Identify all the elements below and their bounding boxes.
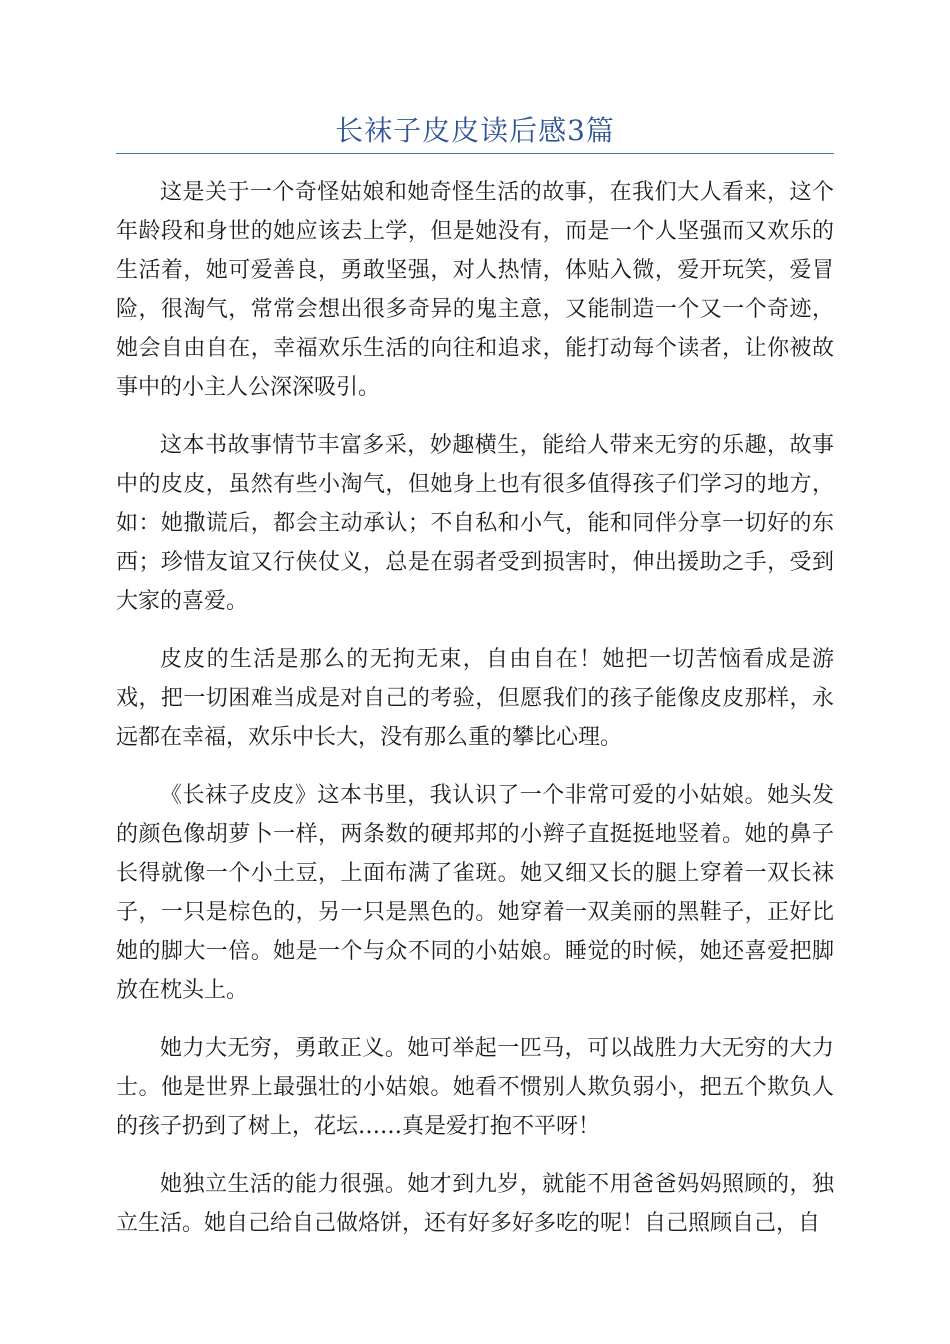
paragraph-2: 这本书故事情节丰富多采，妙趣横生，能给人带来无穷的乐趣，故事中的皮皮，虽然有些小淘气，但她身上也有很多值得孩子们学习的地方，如：她撒谎后，都会主动承认；不自私和小气，能和同伴分享一切好的东西；珍惜友谊又行侠仗义，总是在弱者受到损害时，伸出援助之手，受到大家的喜爱。 [116, 433, 834, 614]
title-underline [116, 153, 834, 154]
paragraph-4: 《长袜子皮皮》这本书里，我认识了一个非常可爱的小姑娘。她头发的颜色像胡萝卜一样，两条数的硬邦邦的小辫子直挺挺地竖着。她的鼻子长得就像一个小土豆，上面布满了雀斑。她又细又长的腿上穿着一双长袜子，一只是棕色的，另一只是黑色的。她穿着一双美丽的黑鞋子，正好比她的脚大一倍。她是一个与众不同的小姑娘。睡觉的时候，她还喜爱把脚放在枕头上。 [116, 783, 834, 1003]
paragraph-3: 皮皮的生活是那么的无拘无束，自由自在！她把一切苦恼看成是游戏，把一切困难当成是对自己的考验，但愿我们的孩子能像皮皮那样，永远都在幸福，欢乐中长大，没有那么重的攀比心理。 [116, 647, 834, 750]
paragraph-5: 她力大无穷，勇敢正义。她可举起一匹马，可以战胜力大无穷的大力士。他是世界上最强壮的小姑娘。她看不惯别人欺负弱小，把五个欺负人的孩子扔到了树上，花坛……真是爱打抱不平呀！ [116, 1036, 834, 1139]
document-title: 长袜子皮皮读后感3篇 [335, 114, 615, 147]
paragraph-6: 她独立生活的能力很强。她才到九岁，就能不用爸爸妈妈照顾的，独立生活。她自己给自己做烙饼，还有好多好多吃的呢！自己照顾自己，自 [116, 1172, 834, 1236]
document-body [116, 173, 834, 1262]
paragraph-1: 这是关于一个奇怪姑娘和她奇怪生活的故事，在我们大人看来，这个年龄段和身世的她应该去上学，但是她没有，而是一个人坚强而又欢乐的生活着，她可爱善良，勇敢坚强，对人热情，体贴入微，爱开玩笑，爱冒险，很淘气，常常会想出很多奇异的鬼主意，又能制造一个又一个奇迹，她会自由自在，幸福欢乐生活的向往和追求，能打动每个读者，让你被故事中的小主人公深深吸引。 [116, 180, 834, 400]
